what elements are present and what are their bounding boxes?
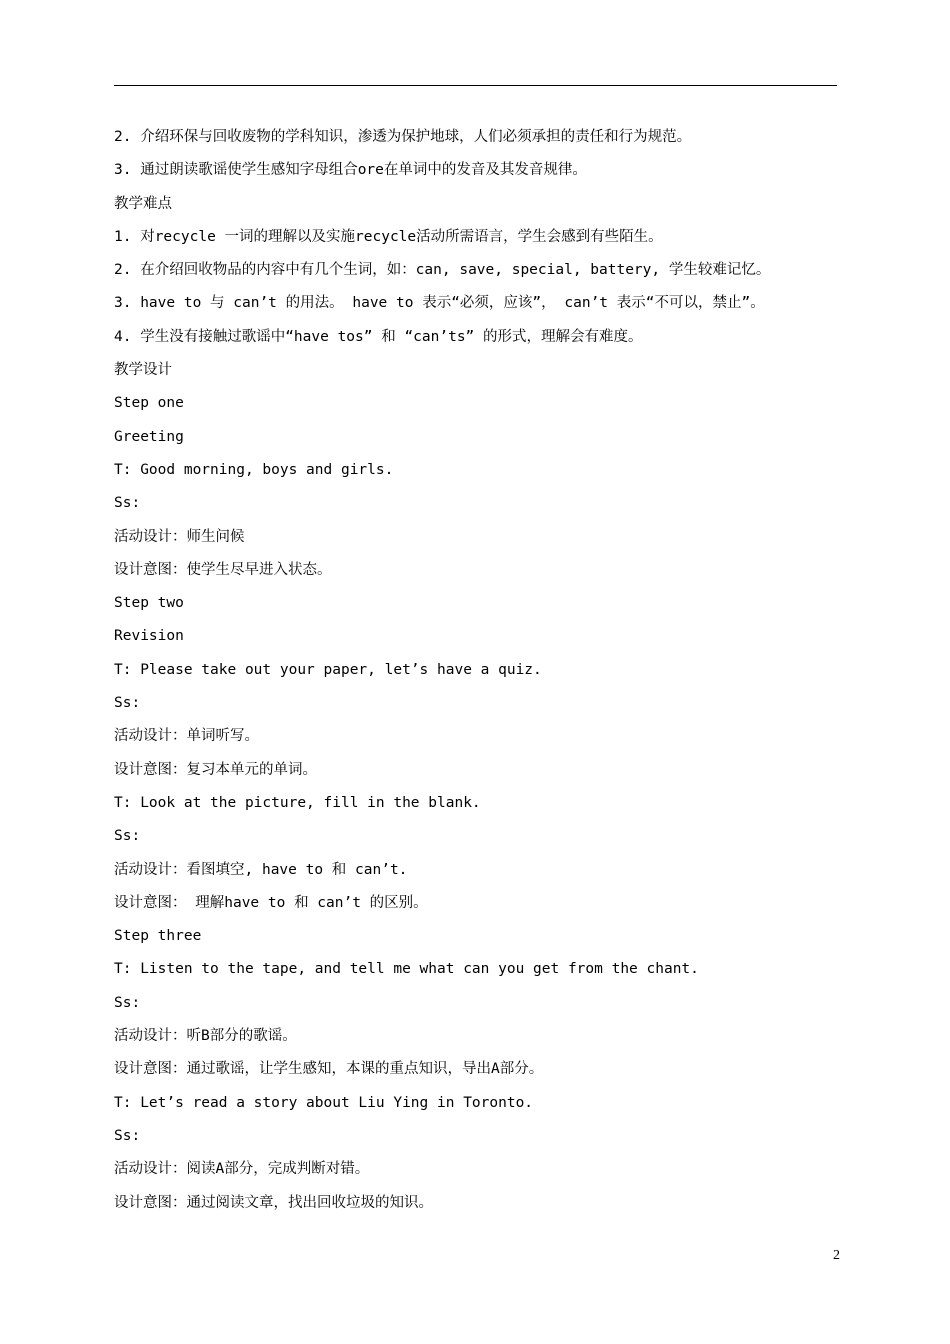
section-heading: 教学难点 bbox=[114, 195, 172, 212]
page-number: 2 bbox=[833, 1248, 840, 1263]
step-heading: Step two bbox=[114, 595, 184, 612]
text-line: 3. 通过朗读歌谣使学生感知字母组合ore在单词中的发音及其发音规律。 bbox=[114, 162, 587, 179]
text-line: T: Listen to the tape, and tell me what can you get from the chant. bbox=[114, 961, 699, 978]
text-line: 设计意图：复习本单元的单词。 bbox=[114, 761, 317, 778]
text-line: 设计意图：通过阅读文章，找出回收垃圾的知识。 bbox=[114, 1194, 433, 1211]
text-line: Revision bbox=[114, 628, 184, 645]
section-heading: 教学设计 bbox=[114, 362, 172, 379]
text-line: Ss: bbox=[114, 495, 141, 512]
text-line: 2. 介绍环保与回收废物的学科知识，渗透为保护地球，人们必须承担的责任和行为规范。 bbox=[114, 129, 692, 145]
text-line: 活动设计：看图填空, have to 和 can’t. bbox=[114, 861, 408, 878]
step-heading: Step three bbox=[114, 928, 202, 945]
text-line: Greeting bbox=[114, 428, 184, 445]
text-line: 设计意图：使学生尽早进入状态。 bbox=[114, 561, 332, 578]
text-line: 2. 在介绍回收物品的内容中有几个生词，如：can, save, special, battery, 学生较难记忆。 bbox=[114, 262, 771, 279]
text-line: T: Look at the picture, fill in the blank. bbox=[114, 794, 481, 811]
text-line: 活动设计：师生问候 bbox=[114, 528, 245, 545]
text-line: 4. 学生没有接触过歌谣中“have tos” 和 “can’ts” 的形式，理解会有难度。 bbox=[114, 328, 643, 345]
header-rule bbox=[114, 85, 837, 86]
text-line: 活动设计：阅读A部分，完成判断对错。 bbox=[114, 1161, 370, 1178]
text-line: 活动设计：单词听写。 bbox=[114, 728, 259, 745]
text-line: T: Let’s read a story about Liu Ying in Toronto. bbox=[114, 1094, 534, 1111]
text-line: 设计意图： 理解have to 和 can’t 的区别。 bbox=[114, 894, 428, 911]
step-heading: Step one bbox=[114, 395, 184, 412]
text-line: Ss: bbox=[114, 695, 141, 712]
document-body bbox=[114, 124, 844, 1223]
text-line: T: Good morning, boys and girls. bbox=[114, 461, 394, 478]
text-line: Ss: bbox=[114, 828, 141, 845]
text-line: 3. have to 与 can’t 的用法。 have to 表示“必须，应该”， can’t 表示“不可以，禁止”。 bbox=[114, 295, 765, 312]
text-line: Ss: bbox=[114, 1127, 141, 1144]
text-line: 活动设计：听B部分的歌谣。 bbox=[114, 1028, 297, 1045]
text-line: Ss: bbox=[114, 994, 141, 1011]
text-line: 设计意图：通过歌谣，让学生感知，本课的重点知识，导出A部分。 bbox=[114, 1061, 544, 1078]
text-line: 1. 对recycle 一词的理解以及实施recycle活动所需语言，学生会感到有些陌生。 bbox=[114, 228, 663, 245]
text-line: T: Please take out your paper, let’s have a quiz. bbox=[114, 661, 542, 678]
